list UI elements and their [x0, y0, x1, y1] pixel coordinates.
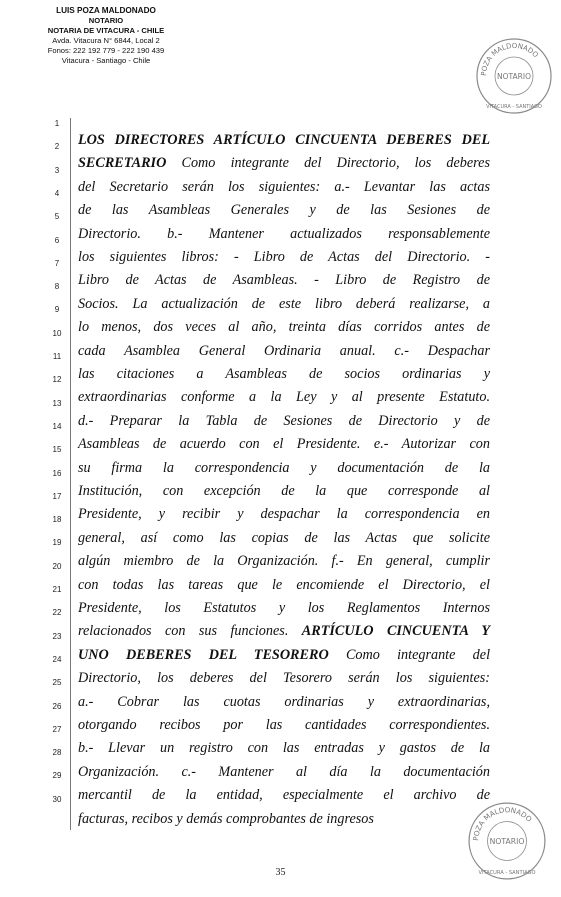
heading-segment: UNO DEBERES DEL TESORERO — [78, 646, 329, 663]
body-line — [78, 692, 490, 712]
text-segment: mercantil de la entidad, especialmente el archivo de — [78, 787, 490, 804]
notary-title: NOTARIO — [88, 16, 124, 25]
text-segment: Como integrante del — [328, 646, 491, 663]
margin-rule — [70, 118, 71, 830]
line-number: 11 — [52, 352, 62, 361]
seal-bottom-arc-text: POZA MALDONADO — [471, 805, 534, 842]
body-line — [78, 551, 490, 571]
body-line — [78, 317, 490, 337]
body-line — [78, 668, 490, 688]
text-segment: algún miembro de la Organización. f.- En general, cumplir — [78, 553, 490, 570]
svg-text:POZA MALDONADO — [471, 805, 534, 841]
body-line — [78, 598, 490, 618]
line-number: 23 — [52, 631, 62, 641]
text-segment: su firma la correspondencia y documentación de la — [78, 459, 490, 476]
body-line — [78, 177, 490, 197]
body-line — [78, 528, 490, 548]
body-line — [78, 130, 490, 150]
line-number: 2 — [54, 142, 60, 152]
body-line — [78, 387, 490, 407]
seal-bottom-bottom-text: VITACURA - SANTIAGO — [478, 869, 536, 876]
text-segment: d.- Preparar la Tabla de Sesiones de Directorio y de — [78, 412, 490, 429]
line-number: 5 — [54, 212, 60, 222]
text-segment: con todas las tareas que le encomiende el Directorio, el — [78, 576, 490, 593]
text-segment: a.- Cobrar las cuotas ordinarias y extraordinarias, — [78, 693, 490, 710]
line-number: 10 — [52, 328, 62, 338]
text-segment: extraordinarias conforme a la Ley y al presente Estatuto. — [78, 389, 490, 406]
line-number: 13 — [52, 398, 62, 408]
body-line — [78, 458, 490, 478]
text-segment: b.- Llevar un registro con las entradas y gastos de la — [78, 740, 490, 757]
seal-top-center-text: NOTARIO — [497, 72, 531, 81]
line-number: 8 — [54, 282, 60, 292]
body-line — [78, 481, 490, 501]
line-number: 16 — [52, 468, 62, 478]
line-number: 6 — [54, 235, 60, 245]
line-number: 3 — [54, 165, 60, 175]
body-line — [78, 270, 490, 290]
page-number: 35 — [275, 867, 286, 878]
text-segment: Organización. c.- Mantener al día la documentación — [78, 763, 490, 780]
text-segment: general, así como las copias de las Actas que solicite — [78, 529, 490, 546]
line-number: 17 — [52, 491, 62, 501]
heading-segment: ARTÍCULO CINCUENTA Y — [301, 623, 490, 640]
line-number: 4 — [54, 188, 60, 198]
body-line — [78, 738, 490, 758]
body-line — [78, 411, 490, 431]
text-segment: los siguientes libros: - Libro de Actas del Directorio. - — [78, 249, 490, 265]
body-line — [78, 200, 490, 220]
heading-segment: SECRETARIO — [78, 155, 167, 172]
line-number: 14 — [52, 421, 62, 431]
line-number: 25 — [52, 678, 62, 688]
text-segment: facturas, recibos y demás comprobantes de ingresos — [78, 810, 374, 827]
text-segment: Como integrante del Directorio, los deberes — [166, 155, 490, 172]
notary-seal-top — [474, 36, 554, 116]
text-segment: Directorio. b.- Mantener actualizados responsablemente — [78, 225, 490, 242]
line-number: 15 — [52, 445, 62, 455]
body-line — [78, 294, 490, 314]
line-number: 22 — [52, 608, 62, 618]
line-number: 28 — [52, 748, 62, 758]
body-line — [78, 504, 490, 524]
notary-office: NOTARIA DE VITACURA - CHILE — [47, 26, 165, 35]
text-segment: Presidente, y recibir y despachar la correspondencia en — [78, 506, 490, 523]
text-segment: las citaciones a Asambleas de socios ordinarias y — [78, 366, 490, 382]
text-segment: cada Asamblea General Ordinaria anual. c.- Despachar — [78, 342, 490, 359]
text-segment: de las Asambleas Generales y de las Sesiones de — [78, 202, 490, 219]
text-segment: otorgando recibos por las cantidades correspondientes. — [78, 717, 490, 733]
notary-letterhead — [46, 6, 166, 66]
body-line — [78, 621, 490, 641]
seal-top-arc-text: POZA MALDONADO — [479, 41, 540, 77]
body-line — [78, 809, 490, 829]
body-line — [78, 645, 490, 665]
text-segment: Institución, con excepción de la que corresponde al — [78, 483, 490, 499]
line-number: 18 — [52, 515, 62, 525]
line-number: 7 — [54, 258, 60, 268]
body-line — [78, 434, 490, 454]
line-number: 19 — [52, 538, 62, 548]
notary-name: LUIS POZA MALDONADO — [56, 6, 156, 15]
body-line — [78, 153, 490, 173]
line-number: 27 — [52, 724, 62, 734]
body-line — [78, 247, 490, 267]
line-number: 20 — [52, 561, 62, 571]
line-number: 24 — [52, 654, 62, 664]
line-number: 26 — [52, 701, 62, 711]
text-segment: relacionados con sus funciones. — [78, 623, 302, 640]
body-line — [78, 224, 490, 244]
line-number: 21 — [52, 585, 62, 594]
body-line — [78, 341, 490, 361]
text-segment: Presidente, los Estatutos y los Reglamentos Internos — [78, 600, 490, 616]
body-line — [78, 364, 490, 384]
text-segment: del Secretario serán los siguientes: a.- Levantar las actas — [78, 178, 490, 195]
notary-address: Avda. Vitacura N° 6844, Local 2 — [52, 36, 160, 45]
line-number: 12 — [52, 375, 62, 385]
text-segment: Directorio, los deberes del Tesorero serán los siguientes: — [78, 670, 490, 687]
seal-top-bottom-text: VITACURA - SANTIAGO — [486, 104, 542, 110]
text-segment: Asambleas de acuerdo con el Presidente. e.- Autorizar con — [78, 436, 490, 453]
line-number: 29 — [52, 771, 62, 781]
notary-city: Vitacura - Santiago - Chile — [61, 56, 151, 65]
text-segment: lo menos, dos veces al año, treinta días corridos antes de — [78, 319, 490, 336]
line-number: 30 — [52, 794, 62, 804]
body-line — [78, 715, 490, 735]
text-segment: Libro de Actas de Asambleas. - Libro de Registro de — [78, 272, 490, 289]
line-number: 9 — [54, 305, 60, 315]
text-segment: Socios. La actualización de este libro deberá realizarse, a — [78, 295, 490, 312]
body-line — [78, 785, 490, 805]
body-line — [78, 762, 490, 782]
seal-bottom-center-text: NOTARIO — [489, 837, 525, 847]
heading-segment: LOS DIRECTORES ARTÍCULO CINCUENTA DEBERES DEL — [78, 132, 490, 148]
notary-phones: Fonos: 222 192 779 - 222 190 439 — [47, 46, 165, 55]
line-number: 1 — [54, 119, 60, 128]
body-line — [78, 575, 490, 595]
